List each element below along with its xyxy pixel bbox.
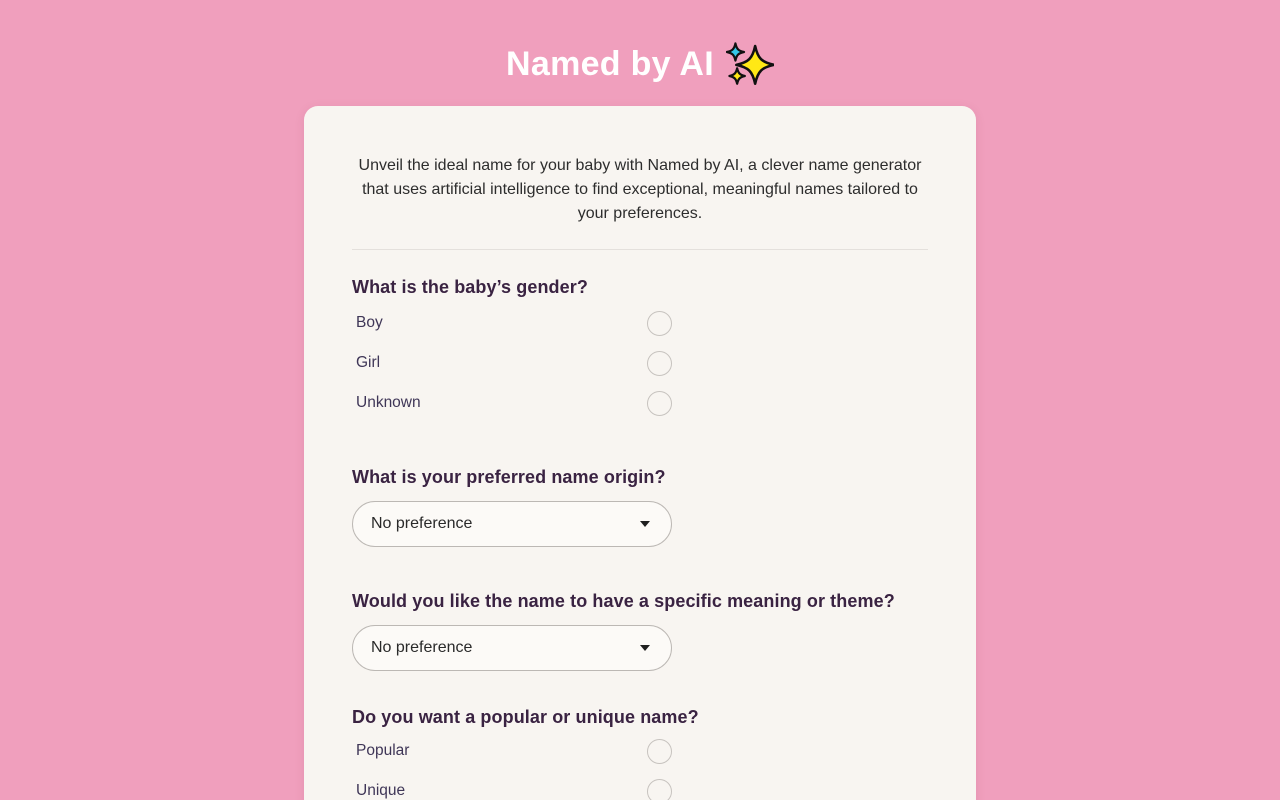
title-row [506,42,774,86]
radio-button-boy[interactable] [647,311,672,336]
sparkles-icon [726,42,774,86]
radio-option-unknown[interactable] [352,383,672,423]
radio-option-girl[interactable] [352,343,672,383]
question-meaning-label: Would you like the name to have a specific meaning or theme? [352,591,895,611]
radio-button-popular[interactable] [647,739,672,764]
page-title: Named by AI [506,45,714,83]
meaning-select[interactable] [352,625,672,671]
form-card [304,106,976,800]
question-popularity-label: Do you want a popular or unique name? [352,707,699,727]
option-label-unknown: Unknown [356,394,421,411]
radio-button-girl[interactable] [647,351,672,376]
intro-text: Unveil the ideal name for your baby with Named by AI, a clever name generator that uses artificial intelligence to find exceptional, meaningful names tailored to your preferences. [358,157,922,222]
question-gender-label: What is the baby’s gender? [352,277,588,297]
chevron-down-icon [640,521,650,527]
origin-select[interactable] [352,501,672,547]
divider [352,249,928,250]
radio-option-unique[interactable] [352,771,672,800]
question-origin [352,467,928,547]
radio-button-unique[interactable] [647,779,672,800]
question-origin-label: What is your preferred name origin? [352,467,666,487]
option-label-boy: Boy [356,314,383,331]
radio-option-popular[interactable] [352,731,672,771]
question-popularity [352,707,928,800]
option-label-unique: Unique [356,782,406,799]
option-label-girl: Girl [356,354,381,371]
radio-button-unknown[interactable] [647,391,672,416]
meaning-select-value: No preference [371,639,473,656]
question-meaning [352,591,928,671]
page-header [0,0,1280,86]
radio-option-boy[interactable] [352,303,672,343]
question-gender [352,277,928,423]
option-label-popular: Popular [356,742,410,759]
chevron-down-icon [640,645,650,651]
popularity-radio-group [352,731,928,800]
origin-select-value: No preference [371,515,473,532]
gender-radio-group [352,303,928,423]
